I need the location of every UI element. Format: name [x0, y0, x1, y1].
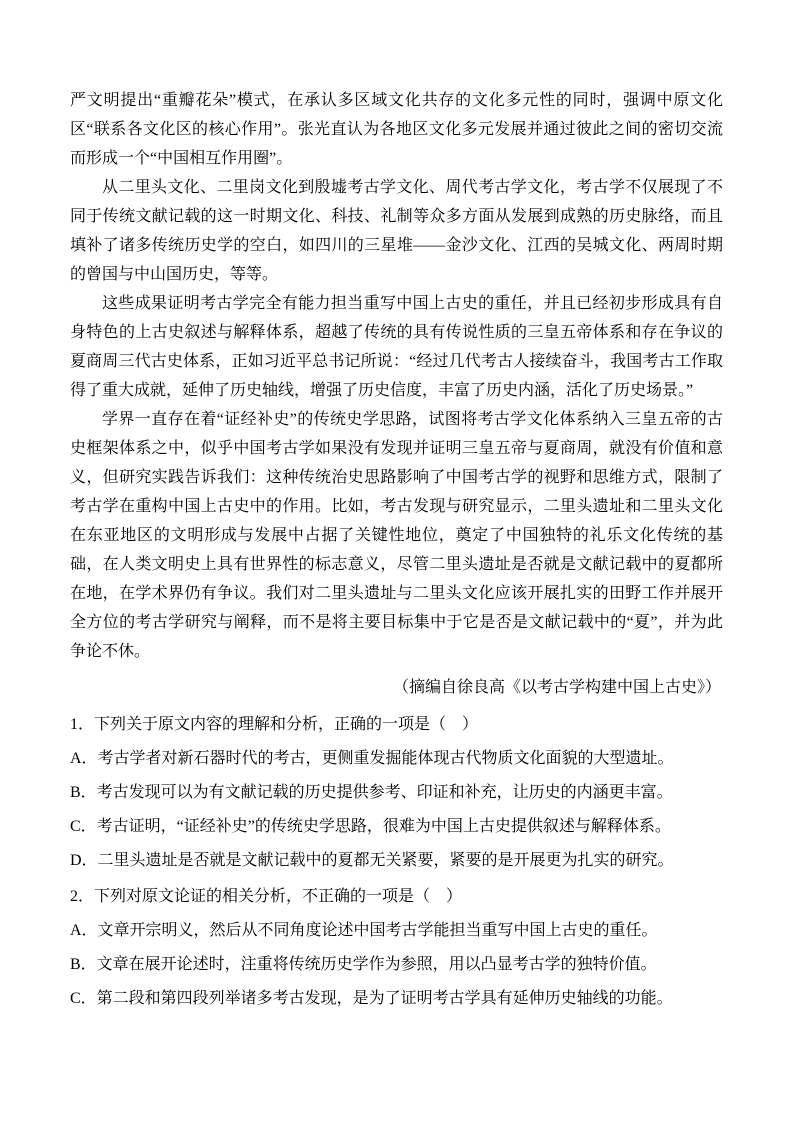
question-1-option-b: B．考古发现可以为有文献记载的历史提供参考、印证和补充，让历史的内涵更丰富。 — [70, 784, 673, 801]
reading-passage — [70, 86, 723, 702]
question-1-stem: 1．下列关于原文内容的理解和分析，正确的一项是（ ） — [70, 716, 479, 733]
question-2-stem: 2．下列对原文论证的相关分析，不正确的一项是（ ） — [70, 888, 463, 905]
question-1-option-c: C．考古证明，“证经补史”的传统史学思路，很难为中国上古史提供叙述与解释体系。 — [70, 818, 671, 835]
passage-paragraph-4: 学界一直存在着“证经补史”的传统史学思路，试图将考古学文化体系纳入三皇五帝的古史框架体系之中，似乎中国考古学如果没有发现并证明三皇五帝与夏商周，就没有价值和意义，但研究实践告诉我们：这种传统治史思路影响了中国考古学的视野和思维方式，限制了考古学在重构中国上古史中的作用。比如，考古发现与研究显示，二里头遗址和二里头文化在东亚地区的文明形成与发展中占据了关键性地位，奠定了中国独特的礼乐文化传统的基础，在人类文明史上具有世界性的标志意义，尽管二里头遗址是否就是文献记载中的夏都所在地，在学术界仍有争议。我们对二里头遗址与二里头文化应该开展扎实的田野工作并展开全方位的考古学研究与阐释，而不是将主要目标集中于它是否是文献记载中的“夏”，并为此争论不休。 — [70, 411, 723, 660]
question-2-option-a: A．文章开宗明义，然后从不同角度论述中国考古学能担当重写中国上古史的重任。 — [70, 922, 658, 939]
passage-paragraph-3: 这些成果证明考古学完全有能力担当重写中国上古史的重任，并且已经初步形成具有自身特色的上古史叙述与解释体系，超越了传统的具有传说性质的三皇五帝体系和存在争议的夏商周三代古史体系，正如习近平总书记所说：“经过几代考古人接续奋斗，我国考古工作取得了重大成就，延伸了历史轴线，增强了历史信度，丰富了历史内涵，活化了历史场景。” — [70, 295, 723, 399]
questions-section — [70, 710, 723, 1013]
passage-paragraph-1: 严文明提出“重瓣花朵”模式，在承认多区域文化共存的文化多元性的同时，强调中原文化区“联系各文化区的核心作用”。张光直认为各地区文化多元发展并通过彼此之间的密切交流而形成一个“中国相互作用圈”。 — [70, 92, 723, 167]
question-2-option-c: C．第二段和第四段列举诸多考古发现，是为了证明考古学具有延伸历史轴线的功能。 — [70, 990, 673, 1007]
question-1-option-a: A．考古学者对新石器时代的考古，更侧重发掘能体现古代物质文化面貌的大型遗址。 — [70, 750, 674, 767]
question-2-option-b: B．文章在展开论述时，注重将传统历史学作为参照，用以凸显考古学的独特价值。 — [70, 956, 657, 973]
question-1-option-d: D．二里头遗址是否就是文献记载中的夏都无关紧要，紧要的是开展更为扎实的研究。 — [70, 852, 674, 869]
passage-paragraph-2: 从二里头文化、二里岗文化到殷墟考古学文化、周代考古学文化，考古学不仅展现了不同于传统文献记载的这一时期文化、科技、礼制等众多方面从发展到成熟的历史脉络，而且填补了诸多传统历史学的空白，如四川的三星堆——金沙文化、江西的吴城文化、两周时期的曾国与中山国历史，等等。 — [70, 179, 723, 283]
source-attribution: （摘编自徐良高《以考古学构建中国上古史》） — [392, 679, 721, 696]
